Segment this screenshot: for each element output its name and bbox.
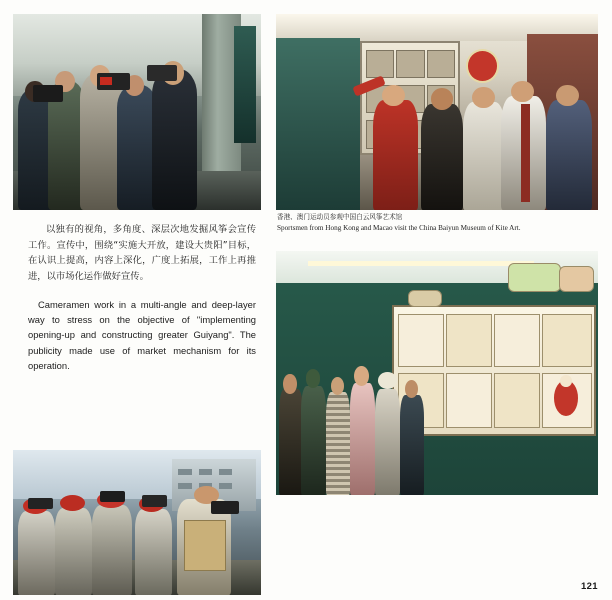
head: [283, 374, 296, 394]
camera: [211, 501, 238, 514]
paragraph-chinese: 以独有的视角，多角度、深层次地发掘风筝会宣传工作。宣传中，围绕“实施大开放，建设大贵阳”目标，在认识上提高，内容上深化，广度上拓展，工作上再推进，以市场化运作做好宣传。: [28, 224, 256, 282]
figure-green-cap: [301, 386, 326, 495]
figure: [279, 389, 303, 495]
figure: [117, 85, 157, 210]
camera: [142, 495, 167, 507]
kite-exhibit: [508, 263, 562, 292]
camera: [28, 498, 53, 510]
sun-hat: [378, 372, 397, 389]
figure: [152, 69, 197, 210]
figure-photographer: [135, 509, 172, 595]
figure-pink: [350, 383, 375, 495]
caption-chinese: 香港、澳门运动员参观中国白云风筝艺术馆: [277, 213, 403, 221]
camera-logo-red: [100, 77, 112, 85]
exhibit-panel: [446, 314, 492, 367]
caption-english: Sportsmen from Hong Kong and Macao visit the China Baiyun Museum of Kite Art.: [277, 224, 521, 232]
figure-photographer: [92, 505, 132, 595]
tracksuit-stripe: [521, 104, 531, 202]
kite-figure-head: [560, 375, 572, 386]
figure-white-shirt: [463, 102, 505, 210]
head: [511, 81, 534, 103]
camera: [100, 491, 125, 503]
figure: [400, 395, 424, 495]
figure-white-hat: [375, 389, 400, 495]
photographer-vest: [184, 520, 226, 571]
kite-emblem: [466, 49, 499, 82]
exhibit-panel: [542, 314, 592, 367]
visitor-crowd: [276, 344, 424, 495]
figure-red-jacket: [373, 100, 418, 210]
figure-photographer: [55, 508, 92, 595]
kite-exhibit: [559, 266, 593, 292]
figure-striped: [326, 392, 350, 495]
photo-cameramen-red-caps: [13, 450, 261, 595]
figure-blue: [546, 100, 591, 210]
ceiling-light-strip: [308, 261, 533, 266]
exhibit-panel: [446, 373, 492, 428]
head: [472, 87, 495, 109]
body-text-column: [28, 222, 256, 373]
head: [556, 85, 579, 107]
kite-exhibit: [408, 290, 442, 307]
figure-dark: [421, 104, 463, 210]
head: [431, 88, 454, 110]
green-display-panel: [234, 26, 256, 144]
exhibit-panel: [494, 373, 540, 428]
photo-press-photographers-in-hall: [13, 14, 261, 210]
green-wall: [276, 38, 360, 210]
photo-hong-kong-macao-sportsmen: [276, 14, 598, 210]
head: [382, 85, 405, 107]
cap: [306, 369, 321, 387]
photo-kite-art-museum-gallery: [276, 251, 598, 495]
paragraph-english: Cameramen work in a multi-angle and deep-layer way to stress on the objective of "implementing opening-up and constructing greater Guiyang". The publicity made use of market mechanism for its operation.: [28, 299, 256, 371]
page-number: 121: [580, 581, 598, 592]
red-cap: [60, 495, 85, 511]
figure-photographer: [18, 511, 55, 595]
figure: [80, 73, 122, 210]
exhibit-panel: [494, 314, 540, 367]
video-camera: [33, 85, 63, 103]
figure-caption-photo2: [277, 212, 599, 234]
video-camera: [147, 65, 177, 81]
